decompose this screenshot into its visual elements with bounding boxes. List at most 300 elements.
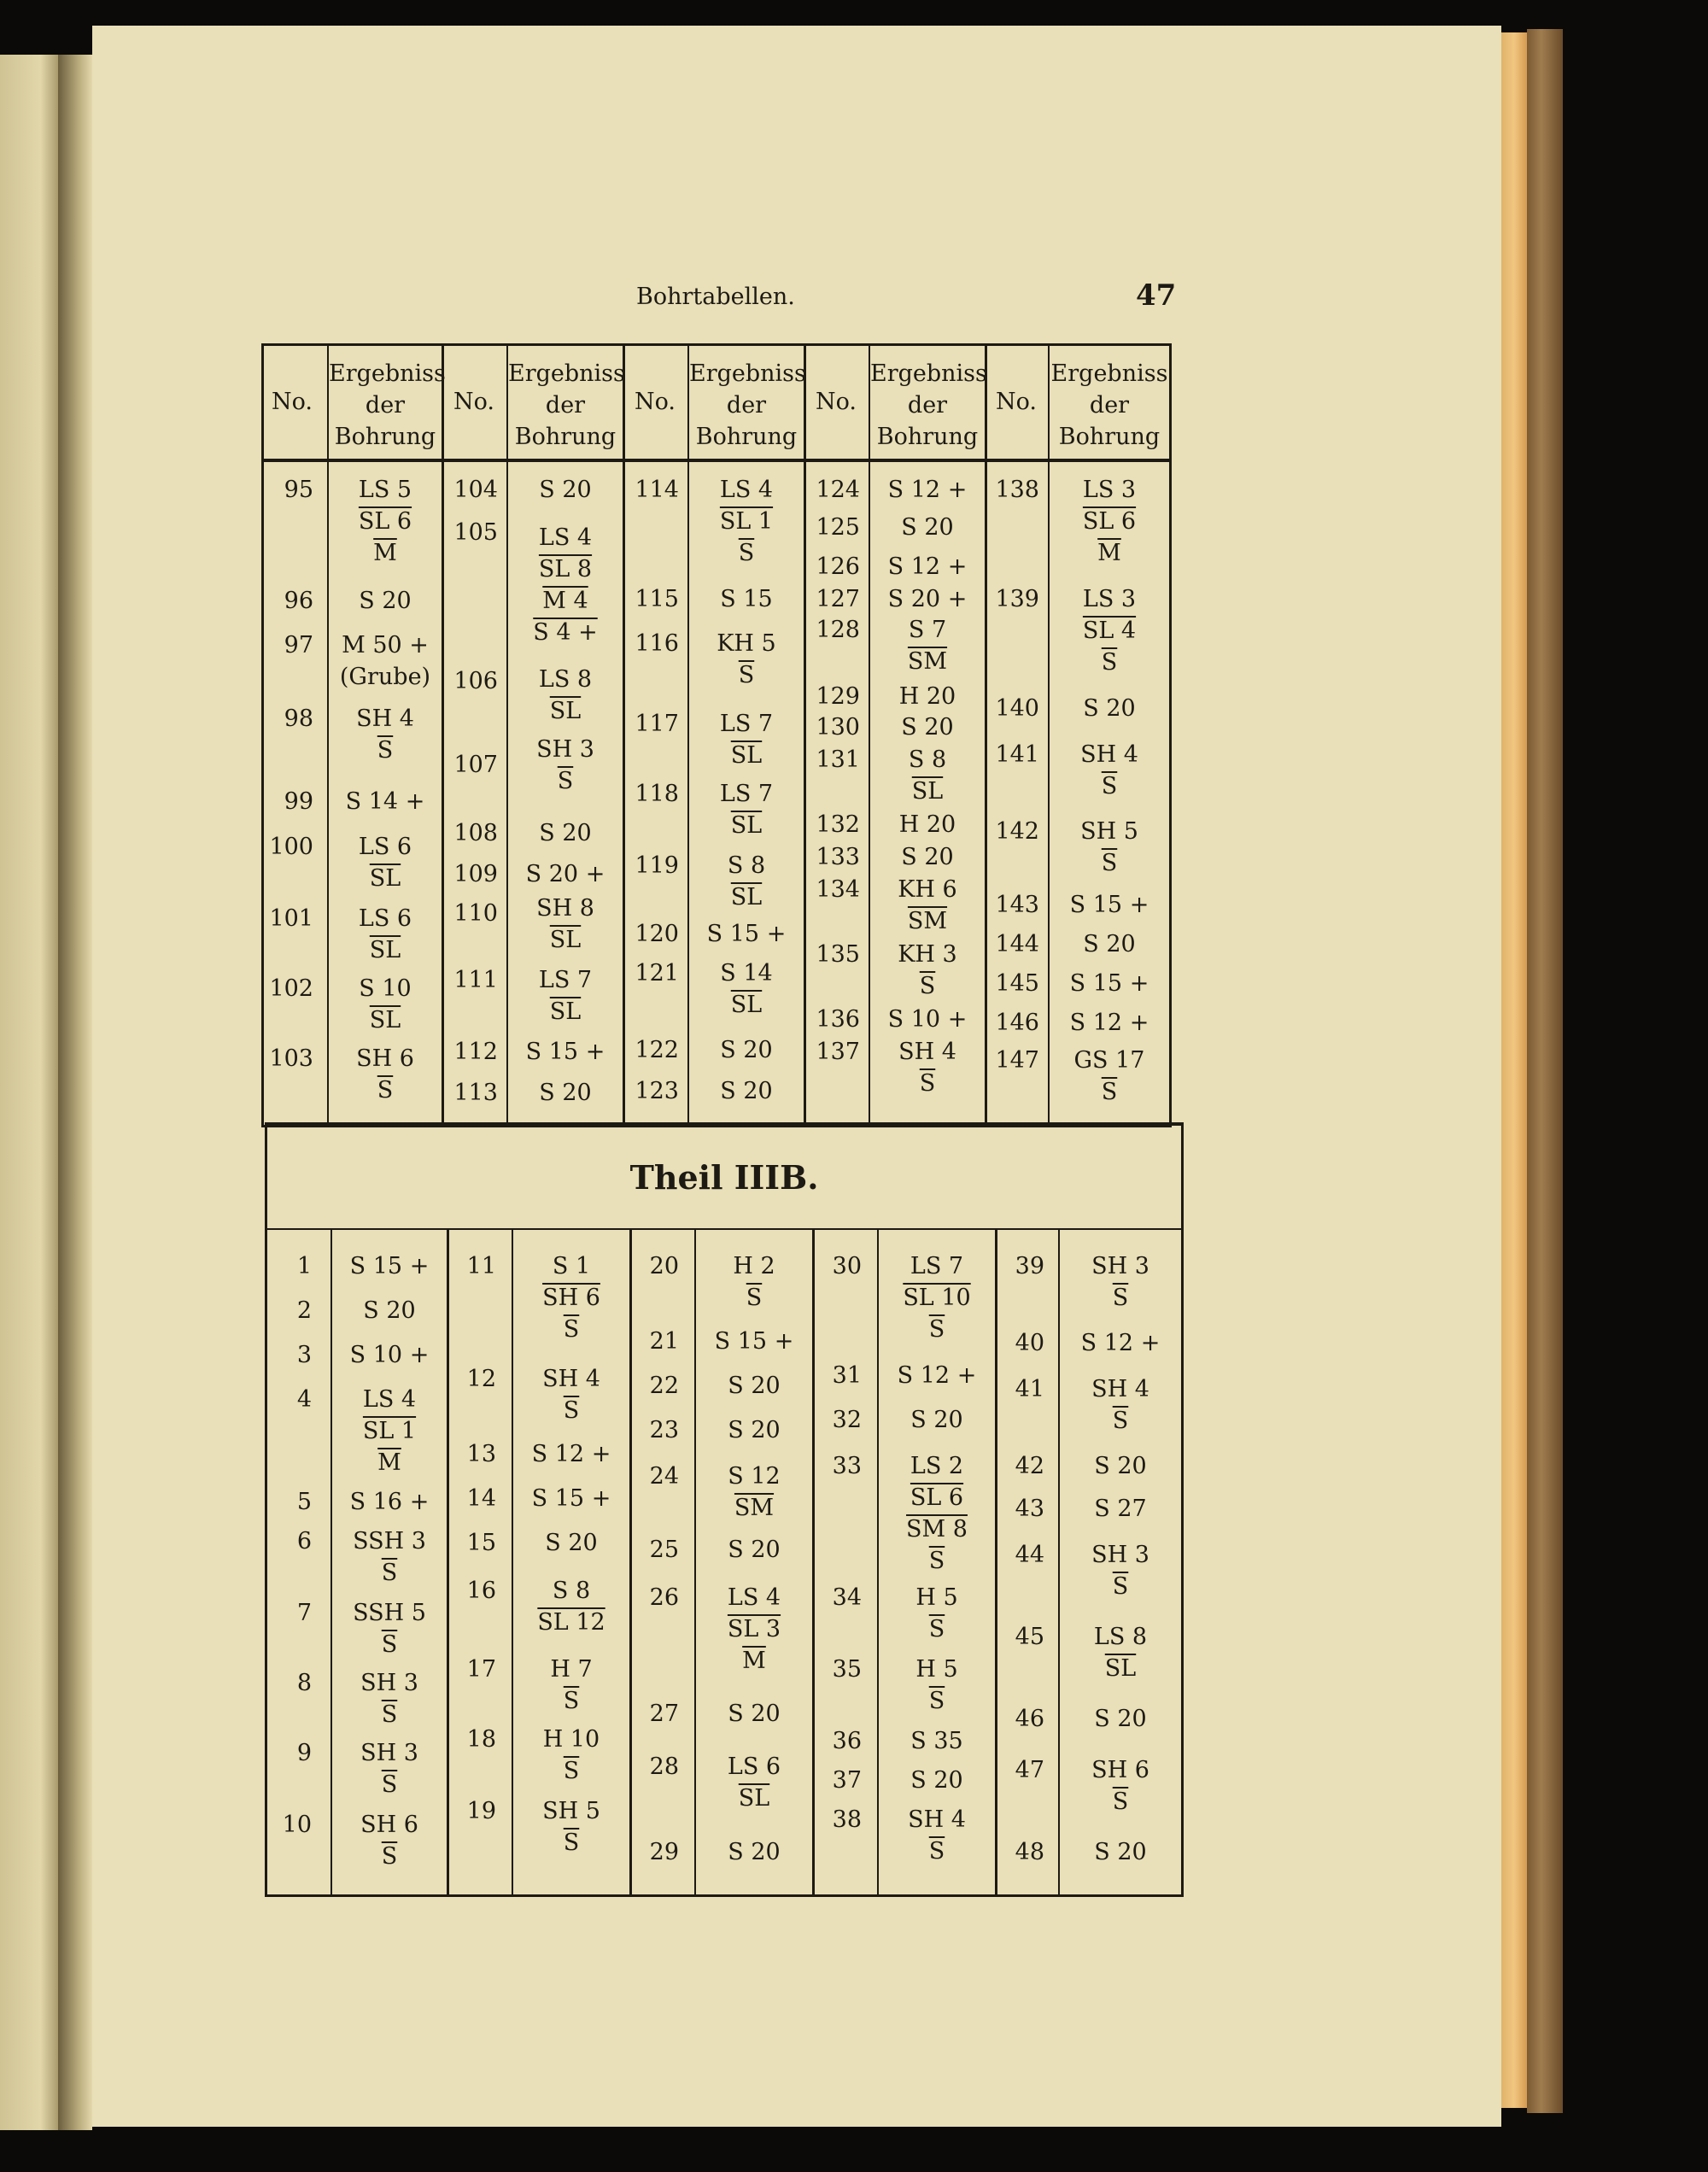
result-line: LS 6 [358, 905, 412, 932]
boring-number: 10 [282, 1812, 312, 1838]
result-line: SH 8 [536, 895, 594, 922]
boring-result [1060, 1539, 1181, 1602]
result-line: $\overline{SL}$ [369, 1007, 401, 1033]
result-line: S 20 [1094, 1839, 1147, 1865]
header-no: No. [635, 389, 676, 415]
boring-number: 39 [1015, 1253, 1044, 1279]
result-line: SH 4 [898, 1039, 956, 1065]
boring-number: 34 [832, 1584, 862, 1611]
result-line: $\overline{SL}$ [549, 927, 582, 953]
boring-result [508, 522, 623, 648]
boring-number: 24 [649, 1463, 679, 1490]
result-line: S 1 [552, 1253, 591, 1279]
result-line: $\overline{S}$ [381, 1560, 398, 1586]
result-line: S 20 [910, 1407, 963, 1433]
boring-result [329, 786, 442, 817]
result-line: S 14 + [345, 788, 425, 815]
boring-number: 9 [296, 1740, 312, 1766]
column-rule [442, 346, 444, 1125]
result-line: S 10 + [887, 1006, 968, 1033]
result-line: LS 3 [1082, 586, 1137, 612]
boring-result [508, 474, 623, 506]
boring-number: 117 [635, 711, 679, 737]
result-line: S 20 [359, 588, 412, 614]
boring-number: 101 [269, 905, 313, 932]
result-line: S 35 [910, 1728, 963, 1754]
boring-result [1050, 739, 1169, 802]
boring-number: 14 [466, 1485, 496, 1512]
boring-number: 30 [832, 1253, 862, 1279]
boring-number: 142 [995, 818, 1039, 845]
result-line: LS 3 [1082, 477, 1137, 503]
boring-number: 12 [466, 1366, 496, 1392]
boring-number: 33 [832, 1453, 862, 1479]
result-line: H 5 [915, 1584, 958, 1611]
result-line: SL 8 [538, 556, 593, 583]
boring-number: 8 [296, 1670, 312, 1696]
header-result-line: der [365, 392, 406, 419]
boring-number: 120 [635, 921, 679, 947]
result-line: $\overline{M}$ [742, 1648, 766, 1674]
boring-result [513, 1795, 629, 1859]
boring-result [329, 973, 442, 1036]
page-number: 47 [1136, 278, 1177, 313]
result-line: $\overline{SL}$ [549, 698, 582, 724]
running-title: Bohrtabellen. [636, 284, 795, 310]
boring-result [689, 1075, 804, 1107]
result-line: $\overline{S}$ [563, 1688, 580, 1714]
boring-number: 36 [832, 1728, 862, 1754]
boring-result [508, 1077, 623, 1109]
result-line: SL 3 [727, 1616, 781, 1642]
boring-number: 128 [816, 617, 860, 643]
header-result-line: Bohrung [876, 424, 979, 450]
boring-result [1050, 928, 1169, 960]
result-line: $\overline{S}$ [738, 540, 755, 566]
result-line: S 27 [1094, 1496, 1147, 1522]
boring-result [689, 850, 804, 913]
boring-result [329, 585, 442, 617]
result-line: $\overline{S}$ [928, 1688, 945, 1714]
result-line: SL 6 [1082, 508, 1137, 535]
boring-number: 7 [296, 1600, 312, 1626]
boring-result [1060, 1836, 1181, 1868]
boring-result [689, 918, 804, 950]
result-line: $\overline{S}$ [928, 1838, 945, 1865]
boring-number: 137 [816, 1039, 860, 1065]
boring-number: 130 [816, 714, 860, 741]
result-line: SH 4 [1091, 1376, 1149, 1402]
boring-result [1060, 1621, 1181, 1684]
boring-result [513, 1575, 629, 1638]
boring-result [870, 583, 985, 615]
boring-result [332, 1339, 447, 1371]
result-line: LS 7 [719, 711, 774, 737]
boring-number: 132 [816, 811, 860, 838]
result-line: $\overline{S}$ [1112, 1573, 1129, 1600]
result-line: $\overline{M}$ [1097, 540, 1121, 566]
result-line: S 12 + [531, 1441, 611, 1467]
result-line: S 20 [1083, 695, 1136, 722]
result-line: SL 6 [910, 1484, 964, 1511]
boring-result [696, 1582, 812, 1677]
result-line: $\overline{S}$ [381, 1843, 398, 1870]
boring-number: 5 [296, 1489, 312, 1515]
boring-number: 118 [635, 781, 679, 807]
boring-result [508, 858, 623, 890]
boring-number: 143 [995, 892, 1039, 918]
result-line: LS 6 [727, 1753, 781, 1780]
lower-boring-table [265, 1122, 1184, 1897]
result-line: M 4 [542, 588, 588, 614]
boring-number: 127 [816, 586, 860, 612]
boring-result [1050, 474, 1169, 569]
boring-number: 28 [649, 1753, 679, 1780]
result-line: S 8 [552, 1578, 591, 1604]
result-line: $\overline{S}$ [1112, 1408, 1129, 1434]
result-line: KH 6 [898, 876, 957, 903]
boring-number: 27 [649, 1701, 679, 1727]
result-line: SH 6 [1091, 1757, 1149, 1783]
header-result-line: der [1089, 392, 1130, 419]
boring-result [513, 1654, 629, 1717]
boring-number: 108 [453, 820, 498, 846]
boring-number: 42 [1015, 1453, 1044, 1479]
result-line: S 15 + [706, 921, 787, 947]
result-line: SH 3 [536, 736, 594, 763]
result-line: KH 5 [717, 630, 776, 657]
boring-number: 45 [1015, 1624, 1044, 1650]
result-line: SH 4 [542, 1366, 600, 1392]
boring-number: 141 [995, 741, 1039, 768]
header-result [508, 358, 623, 453]
boring-result [508, 1036, 623, 1068]
boring-number: 20 [649, 1253, 679, 1279]
boring-result [870, 681, 985, 712]
header-result-line: Bohrung [334, 424, 436, 450]
result-line: $\overline{S}$ [563, 1758, 580, 1784]
boring-result [879, 1360, 995, 1391]
boring-number: 16 [466, 1578, 496, 1604]
result-line: S 20 [728, 1701, 781, 1727]
boring-result [696, 1534, 812, 1566]
boring-result [513, 1438, 629, 1470]
boring-number: 138 [995, 477, 1039, 503]
boring-number: 2 [296, 1297, 312, 1324]
result-line: $\overline{S}$ [1112, 1285, 1129, 1311]
boring-number: 18 [466, 1726, 496, 1753]
result-line: $\overline{S}$ [381, 1771, 398, 1798]
header-result-line: der [907, 392, 948, 419]
boring-result [689, 474, 804, 569]
result-line: LS 6 [358, 834, 412, 860]
boring-result [1050, 816, 1169, 879]
result-line: S 20 [720, 1037, 773, 1063]
boring-number: 37 [832, 1767, 862, 1794]
result-line: $\overline{M}$ [377, 1449, 401, 1476]
result-line: LS 7 [719, 781, 774, 807]
result-line: S 12 + [887, 553, 968, 580]
boring-result [696, 1751, 812, 1814]
boring-number: 116 [635, 630, 679, 657]
result-line: $\overline{SL}$ [730, 884, 763, 910]
upper-boring-table [261, 343, 1172, 1127]
boring-result [329, 831, 442, 894]
boring-result [1060, 1327, 1181, 1359]
result-line: $\overline{SM}$ [734, 1495, 775, 1521]
result-line: $\overline{SL}$ [369, 865, 401, 892]
boring-result [879, 1450, 995, 1577]
boring-number: 47 [1015, 1757, 1044, 1783]
boring-number: 121 [635, 960, 679, 986]
header-result-line: Ergebniss [1050, 360, 1168, 387]
boring-result [689, 708, 804, 771]
boring-number: 25 [649, 1537, 679, 1563]
boring-result [1050, 1007, 1169, 1039]
result-line: H 7 [550, 1656, 593, 1683]
result-line: $\overline{S}$ [381, 1631, 398, 1658]
result-line: SH 4 [356, 705, 414, 732]
header-no: No. [453, 389, 494, 415]
boring-result [332, 1667, 447, 1730]
book-gutter [58, 55, 92, 2130]
boring-result [870, 474, 985, 506]
boring-number: 112 [453, 1039, 498, 1065]
header-result-line: Ergebniss [689, 360, 806, 387]
result-line: SH 5 [1080, 818, 1138, 845]
boring-number: 110 [453, 900, 498, 927]
result-line: S 20 [728, 1839, 781, 1865]
header-no: No. [996, 389, 1037, 415]
result-line: S 20 [901, 514, 954, 541]
boring-result [1050, 1045, 1169, 1108]
result-line: S 20 [1094, 1453, 1147, 1479]
boring-number: 135 [816, 941, 860, 968]
boring-number: 32 [832, 1407, 862, 1433]
result-line: $\overline{S}$ [563, 1397, 580, 1424]
boring-result [696, 1370, 812, 1402]
boring-number: 134 [816, 876, 860, 903]
result-line: S 20 [728, 1373, 781, 1399]
result-line: $\overline{S}$ [1101, 850, 1118, 876]
header-result-line: Ergebniss [508, 360, 625, 387]
boring-number: 125 [816, 514, 860, 541]
boring-number: 123 [635, 1078, 679, 1104]
result-line: SL 1 [362, 1418, 417, 1444]
boring-result [329, 1043, 442, 1106]
page-edges [1501, 32, 1527, 2108]
result-line: S 20 [539, 820, 592, 846]
result-line: S 20 [728, 1537, 781, 1563]
boring-result [329, 703, 442, 766]
boring-number: 98 [284, 705, 313, 732]
result-line: S 12 + [887, 477, 968, 503]
result-line: S 12 + [1069, 1010, 1149, 1036]
result-line: SL 4 [1082, 618, 1137, 644]
boring-result [870, 874, 985, 937]
boring-number: 1 [296, 1253, 312, 1279]
result-line: H 20 [898, 683, 956, 710]
boring-result [1060, 1754, 1181, 1818]
boring-number: 48 [1015, 1839, 1044, 1865]
result-line: $\overline{S}$ [377, 1077, 394, 1104]
boring-number: 3 [296, 1342, 312, 1368]
boring-number: 35 [832, 1656, 862, 1683]
boring-result [332, 1486, 447, 1518]
header-result [329, 358, 446, 453]
boring-result [870, 711, 985, 743]
result-line: $\overline{SM}$ [907, 908, 948, 934]
result-line: $\overline{SL}$ [738, 1785, 770, 1812]
boring-result [696, 1698, 812, 1730]
boring-number: 22 [649, 1373, 679, 1399]
result-line: S 20 [910, 1767, 963, 1794]
boring-number: 40 [1015, 1330, 1044, 1356]
boring-result [696, 1461, 812, 1524]
result-line: S 8 [727, 852, 766, 879]
result-line: $\overline{S}$ [919, 973, 936, 999]
result-line: SL 12 [537, 1609, 605, 1636]
boring-result [329, 903, 442, 966]
result-line: H 5 [915, 1656, 958, 1683]
result-line: S 15 + [714, 1328, 794, 1355]
column-rule [447, 1228, 449, 1894]
boring-number: 140 [995, 695, 1039, 722]
header-result-line: Bohrung [695, 424, 798, 450]
boring-result [689, 778, 804, 841]
boring-result [689, 583, 804, 615]
boring-result [879, 1654, 995, 1717]
boring-result [696, 1836, 812, 1868]
result-line: $\overline{SM}$ [907, 648, 948, 675]
boring-number: 119 [635, 852, 679, 879]
boring-number: 23 [649, 1417, 679, 1443]
boring-result [329, 629, 442, 693]
header-result [870, 358, 985, 453]
result-line: S 16 + [349, 1489, 430, 1515]
boring-number: 11 [466, 1253, 496, 1279]
header-result-line: der [545, 392, 586, 419]
result-line: $\overline{S}$ [377, 737, 394, 764]
boring-number: 29 [649, 1839, 679, 1865]
boring-result [689, 957, 804, 1021]
boring-result [1060, 1703, 1181, 1735]
boring-number: 145 [995, 970, 1039, 997]
result-line: SH 3 [1091, 1253, 1149, 1279]
header-no: No. [816, 389, 857, 415]
header-result-line: Bohrung [514, 424, 617, 450]
result-line: S 15 + [531, 1485, 611, 1512]
result-line: S 20 [901, 844, 954, 870]
boring-result [689, 1034, 804, 1066]
result-line: $\overline{S}$ [1101, 649, 1118, 676]
result-line: SH 4 [1080, 741, 1138, 768]
boring-number: 99 [284, 788, 313, 815]
result-line: S 8 [908, 746, 947, 773]
boring-result [1050, 889, 1169, 921]
boring-number: 111 [453, 967, 498, 993]
result-line: S 20 [728, 1417, 781, 1443]
result-line: SL 1 [719, 508, 774, 535]
result-line: S 10 + [349, 1342, 430, 1368]
boring-number: 97 [284, 632, 313, 659]
header-result-line: Ergebniss [870, 360, 987, 387]
result-line: S 20 [901, 714, 954, 741]
boring-result [1050, 968, 1169, 999]
header-result [689, 358, 804, 453]
result-line: $\overline{SL}$ [1104, 1655, 1137, 1682]
result-line: $\overline{S}$ [381, 1701, 398, 1728]
result-line: LS 7 [910, 1253, 964, 1279]
result-line: S 15 [720, 586, 773, 612]
boring-number: 133 [816, 844, 860, 870]
boring-number: 136 [816, 1006, 860, 1033]
result-line: S 15 + [1069, 892, 1149, 918]
header-result-line: der [726, 392, 767, 419]
boring-number: 95 [284, 477, 313, 503]
result-line: S 10 [359, 975, 412, 1002]
result-line: $\overline{S}$ [1101, 1079, 1118, 1105]
boring-number: 38 [832, 1806, 862, 1833]
result-line: S 20 [539, 1080, 592, 1106]
result-line: H 20 [898, 811, 956, 838]
boring-result [870, 614, 985, 677]
boring-number: 4 [296, 1386, 312, 1413]
boring-result [870, 809, 985, 840]
result-line: SH 5 [542, 1798, 600, 1824]
boring-result [508, 964, 623, 1027]
boring-number: 139 [995, 586, 1039, 612]
result-line: H 2 [733, 1253, 775, 1279]
result-line: LS 4 [362, 1386, 417, 1413]
boring-result [332, 1809, 447, 1872]
boring-result [870, 512, 985, 543]
result-line: S 7 [908, 617, 947, 643]
result-line: SH 3 [360, 1740, 418, 1766]
boring-result [879, 1725, 995, 1757]
boring-result [1050, 693, 1169, 724]
boring-result [513, 1724, 629, 1787]
result-line: SSH 3 [353, 1528, 426, 1554]
boring-result [696, 1414, 812, 1446]
result-line: GS 17 [1073, 1047, 1145, 1074]
boring-result [870, 1036, 985, 1099]
result-line: H 10 [542, 1726, 600, 1753]
result-line: SH 3 [1091, 1542, 1149, 1568]
result-line: S 20 [545, 1530, 598, 1556]
boring-number: 46 [1015, 1706, 1044, 1732]
boring-result [696, 1326, 812, 1357]
result-line: $\overline{SL}$ [730, 992, 763, 1018]
section-title: Theil IIIB. [267, 1122, 1181, 1230]
boring-number: 105 [453, 519, 498, 546]
result-line: $\overline{S}$ [563, 1316, 580, 1343]
boring-result [332, 1250, 447, 1282]
boring-result [870, 551, 985, 583]
boring-number: 109 [453, 861, 498, 887]
boring-result [879, 1250, 995, 1345]
boring-number: 144 [995, 931, 1039, 957]
result-line: S 20 [1083, 931, 1136, 957]
boring-number: 13 [466, 1441, 496, 1467]
result-line: $\overline{SL}$ [730, 742, 763, 769]
boring-result [508, 734, 623, 797]
boring-number: 102 [269, 975, 313, 1002]
boring-result [513, 1363, 629, 1426]
boring-result [689, 628, 804, 691]
result-line: $\overline{SL}$ [369, 937, 401, 963]
result-line: LS 4 [719, 477, 774, 503]
